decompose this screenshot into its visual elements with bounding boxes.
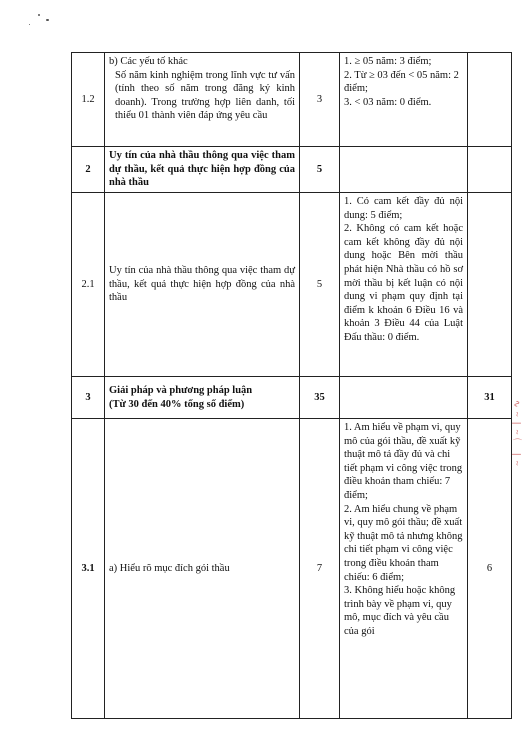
item-number: 2.1	[72, 193, 105, 377]
max-score: 5	[300, 147, 340, 193]
scoring-line: 1. Có cam kết đầy đủ nội dung: 5 điểm;	[344, 196, 463, 221]
table-row	[72, 419, 512, 719]
criteria-cell: Uy tín của nhà thầu thông qua việc tham dự thầu, kết quả thực hiện hợp đồng của nhà thầu	[105, 193, 300, 377]
table-row	[72, 53, 512, 147]
awarded-score	[468, 147, 512, 193]
criteria-text: Số năm kinh nghiệm trong lĩnh vực tư vấn (tính theo số năm trong đăng ký kinh doanh). Trong trường hợp liên danh, tối thiểu 01 thành viên đáp ứng yêu cầu	[115, 69, 295, 122]
awarded-score	[468, 193, 512, 377]
scoring-line: 1. ≥ 05 năm: 3 điểm;	[344, 56, 432, 67]
item-number: 1.2	[72, 53, 105, 147]
table-row	[72, 377, 512, 419]
item-number: 3.1	[72, 419, 105, 719]
max-score: 5	[300, 193, 340, 377]
evaluation-table	[71, 52, 512, 719]
scoring-line: 1. Am hiểu về phạm vi, quy mô của gói thầu, đề xuất kỹ thuật mô tả đầy đủ và chi tiết phạm vi công việc trong điều khoản tham chiếu: 7 điểm;	[344, 422, 463, 501]
criteria-cell: Uy tín của nhà thầu thông qua việc tham dự thầu, kết quả thực hiện hợp đồng của nhà thầu	[105, 147, 300, 193]
scoring-cell	[340, 419, 468, 719]
max-score: 7	[300, 419, 340, 719]
awarded-score: 6	[468, 419, 512, 719]
scoring-line: 3. Không hiểu hoặc không trình bày về phạm vi, quy mô, mục đích và yêu cầu của gói	[344, 585, 456, 637]
table-row	[72, 147, 512, 193]
scan-speck	[29, 24, 30, 25]
scoring-line: 3. < 03 năm: 0 điểm.	[344, 96, 432, 108]
max-score: 3	[300, 53, 340, 147]
max-score: 35	[300, 377, 340, 419]
scan-speck	[38, 14, 40, 16]
scoring-cell	[340, 147, 468, 193]
scoring-cell	[340, 193, 468, 377]
item-number: 2	[72, 147, 105, 193]
scoring-line: 2. Từ ≥ 03 đến < 05 năm: 2 điểm;	[344, 69, 459, 95]
awarded-score: 31	[468, 377, 512, 419]
criteria-note: (Từ 30 đến 40% tổng số điểm)	[109, 398, 245, 410]
scoring-cell	[340, 53, 468, 147]
criteria-cell	[105, 377, 300, 419]
scan-speck	[46, 19, 49, 21]
margin-stamp-mark: ∿ ~ ∣ ~ ⌒ ∣ ~	[512, 400, 522, 467]
criteria-cell	[105, 53, 300, 147]
item-number: 3	[72, 377, 105, 419]
table-row	[72, 193, 512, 377]
awarded-score	[468, 53, 512, 147]
criteria-cell: a) Hiểu rõ mục đích gói thầu	[105, 419, 300, 719]
scoring-cell	[340, 377, 468, 419]
scoring-line: 2. Am hiểu chung về phạm vi, quy mô gói thầu; đề xuất kỹ thuật mô tả nhưng không chi tiết phạm vi công việc trong điều khoản tham chiếu: 6 điểm;	[344, 503, 463, 583]
criteria-heading: Giải pháp và phương pháp luận	[109, 384, 253, 396]
criteria-subheading: b) Các yếu tố khác	[109, 56, 188, 67]
scoring-line: 2. Không có cam kết hoặc cam kết không đầy đủ nội dung hoặc Bên mời thầu phát hiện Nhà thầu có hồ sơ mời thầu bị kết luận có nội dung vi phạm quy định tại điểm k khoản 6 Điều 16 và khoản 3 Điều 44 của Luật Đấu thầu: 0 điểm.	[344, 223, 463, 343]
